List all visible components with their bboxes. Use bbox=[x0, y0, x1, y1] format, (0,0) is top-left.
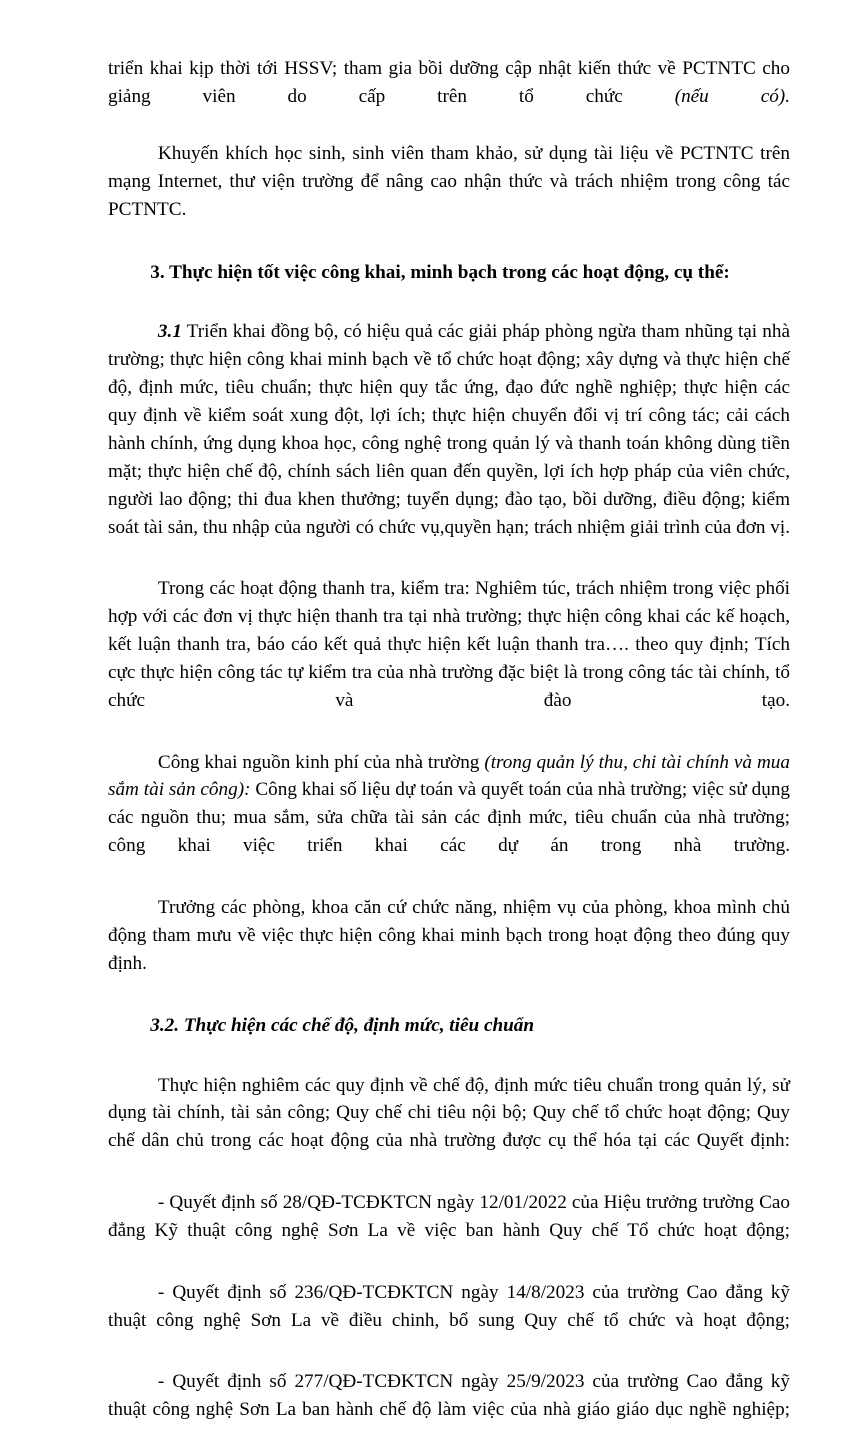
text-run: 3. Thực hiện tốt việc công khai, minh bạch trong các hoạt động, cụ thể: bbox=[150, 261, 730, 283]
text-run: 3.1 bbox=[157, 320, 182, 342]
paragraph: 3.1 Triển khai đồng bộ, có hiệu quả các giải pháp phòng ngừa tham nhũng tại nhà trường; thực hiện công khai minh bạch về tổ chức hoạt động; xây dựng và thực hiện chế độ, định mức, tiêu chuẩn; thực hiện quy tắc ứng, đạo đức nghề nghiệp; thực hiện các quy định về kiểm soát xung đột, lợi ích; thực hiện chuyển đổi vị trí công tác; cải cách hành chính, ứng dụng khoa học, công nghệ trong quản lý và thanh toán không dùng tiền mặt; thực hiện chế độ, chính sách liên quan đến quyền, lợi ích hợp pháp của viên chức, người lao động; thi đua khen thưởng; tuyển dụng; đào tạo, bồi dưỡng, điều động; kiểm soát tài sản, thu nhập của người có chức vụ,quyền hạn; trách nhiệm giải trình của đơn vị. bbox=[108, 320, 790, 538]
paragraph: - Quyết định số 236/QĐ-TCĐKTCN ngày 14/8/2023 của trường Cao đẳng kỹ thuật công nghệ Sơn La về điều chinh, bổ sung Quy chế tổ chức và hoạt động; bbox=[108, 1281, 790, 1331]
paragraph: triển khai kịp thời tới HSSV; tham gia bồi dưỡng cập nhật kiến thức về PCTNTC cho giảng viên do cấp trên tổ chức (nếu có). bbox=[108, 58, 790, 107]
paragraph: Trong các hoạt động thanh tra, kiểm tra: Nghiêm túc, trách nhiệm trong việc phối hợp với các đơn vị thực hiện thanh tra tại nhà trường; thực hiện công khai các kế hoạch, kết luận thanh tra, báo cáo kết quả thực hiện kết luận thanh tra…. theo quy định; Tích cực thực hiện công tác tự kiểm tra của nhà trường đặc biệt là trong công tác tài chính, tổ chức và đào tạo. bbox=[108, 578, 790, 711]
paragraph bbox=[108, 1012, 790, 1068]
paragraph: Khuyến khích học sinh, sinh viên tham khảo, sử dụng tài liệu về PCTNTC trên mạng Internet, thư viện trường để nâng cao nhận thức và trách nhiệm trong công tác PCTNTC. bbox=[108, 143, 790, 221]
text-run: (nếu có). bbox=[674, 85, 790, 107]
page-body-text bbox=[108, 55, 790, 1454]
text-run: 3.2. Thực hiện các chế độ, định mức, tiêu chuẩn bbox=[150, 1015, 535, 1037]
paragraph: Thực hiện nghiêm các quy định về chế độ, định mức tiêu chuẩn trong quản lý, sử dụng tài chính, tài sản công; Quy chế chi tiêu nội bộ; Quy chế tổ chức hoạt động; Quy chế dân chủ trong các hoạt động của nhà trường được cụ thể hóa tại các Quyết định: bbox=[108, 1074, 790, 1152]
paragraph: - Quyết định số 28/QĐ-TCĐKTCN ngày 12/01/2022 của Hiệu trưởng trường Cao đẳng Kỹ thuật công nghệ Sơn La về việc ban hành Quy chế Tổ chức hoạt động; bbox=[108, 1192, 790, 1241]
text-run: (trong quản lý thu, chi tài chính và mua sắm tài sản công): bbox=[108, 751, 790, 801]
paragraph: - Quyết định số 277/QĐ-TCĐKTCN ngày 25/9/2023 của trường Cao đẳng kỹ thuật công nghệ Sơn La ban hành chế độ làm việc của nhà giáo giáo dục nghề nghiệp; bbox=[108, 1371, 790, 1421]
paragraph: Trưởng các phòng, khoa căn cứ chức năng, nhiệm vụ của phòng, khoa mình chủ động tham mưu về việc thực hiện công khai minh bạch trong hoạt động theo đúng quy định. bbox=[108, 896, 790, 974]
paragraph bbox=[108, 259, 790, 315]
paragraph: Công khai nguồn kinh phí của nhà trường (trong quản lý thu, chi tài chính và mua sắm tài sản công): Công khai số liệu dự toán và quyết toán của nhà trường; việc sử dụng các nguồn thu; mua sắm, sửa chữa tài sản các định mức, tiêu chuẩn của nhà trường; công khai việc triển khai các dự án trong nhà trường. bbox=[108, 751, 791, 857]
